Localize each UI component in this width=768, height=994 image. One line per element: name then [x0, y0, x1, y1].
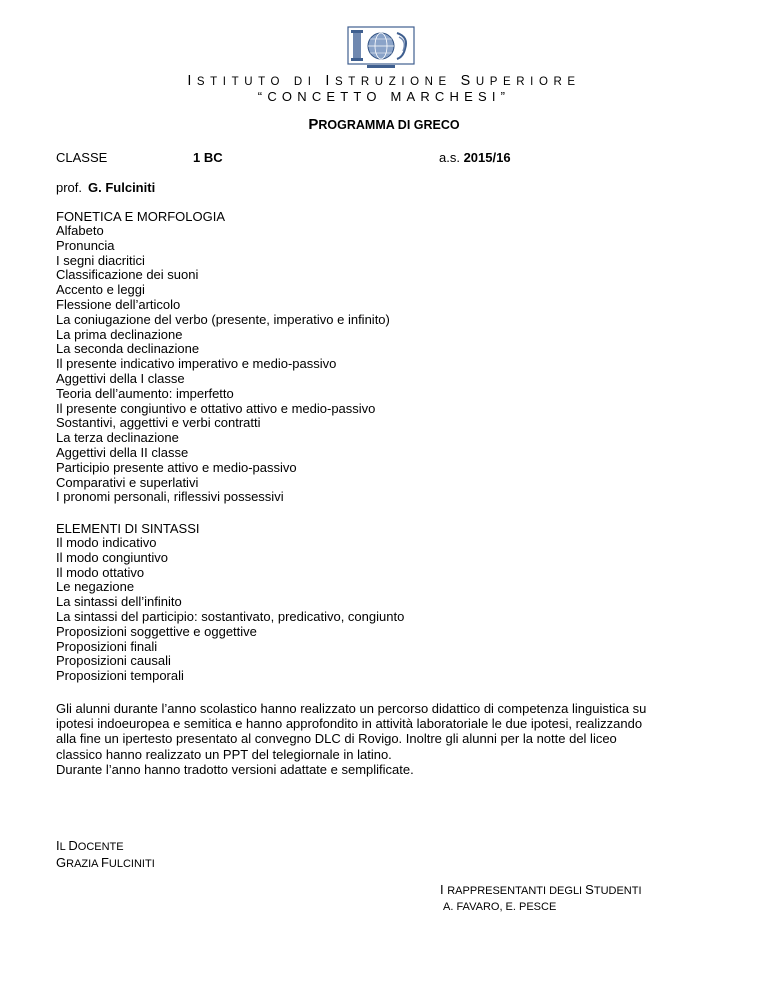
list-item: La coniugazione del verbo (presente, imperativo e infinito)	[56, 311, 390, 327]
section-heading: FONETICA E MORFOLOGIA	[56, 209, 226, 224]
list-item: Comparativi e superlativi	[56, 474, 199, 490]
teacher-signature	[56, 838, 155, 872]
page-title	[0, 116, 768, 133]
role-part: TUDENTI	[593, 885, 642, 897]
list-item: Il modo congiuntivo	[56, 549, 169, 565]
list-item: La seconda declinazione	[56, 341, 200, 357]
role-part: OCENTE	[77, 841, 124, 853]
section-sintassi	[56, 521, 404, 684]
topic-list	[56, 536, 404, 684]
representatives-names: A. FAVARO, E. PESCE	[443, 901, 557, 913]
list-item: Flessione dell’articolo	[56, 296, 181, 312]
institute-word-1: STITUTO DI	[196, 76, 326, 88]
role-part: L	[59, 841, 69, 853]
school-year-value: 2015/16	[463, 150, 511, 165]
paragraph-line: alla fine un ipertesto presentato al convegno DLC di Rovigo. Inoltre gli alunni per la notte del liceo	[56, 731, 617, 747]
list-item: Proposizioni finali	[56, 638, 158, 654]
paragraph-line: classico hanno realizzato un PPT del telegiornale in latino.	[56, 746, 392, 762]
list-item: Alfabeto	[56, 223, 104, 238]
institute-name	[0, 73, 768, 89]
list-item: La prima declinazione	[56, 326, 183, 342]
list-item: Proposizioni soggettive e oggettive	[56, 623, 257, 639]
representatives-role	[440, 882, 642, 899]
list-item: Il presente indicativo imperativo e medio-passivo	[56, 356, 337, 372]
name-part: RAZIA	[66, 858, 101, 870]
paragraph-line: Gli alunni durante l’anno scolastico hanno realizzato un percorso didattico di competenza linguistica su	[56, 701, 647, 716]
role-initial: D	[68, 838, 78, 853]
school-year	[439, 150, 511, 165]
paragraph-line: ipotesi indoeuropea e semitica e hanno approfondito in attività laboratoriale le due ipotesi, realizzando	[56, 716, 643, 732]
section-heading: ELEMENTI DI SINTASSI	[56, 521, 200, 536]
list-item: La sintassi dell’infinito	[56, 594, 182, 610]
list-item: I segni diacritici	[56, 252, 145, 268]
list-item: Sostantivi, aggettivi e verbi contratti	[56, 415, 261, 431]
list-item: La sintassi del participio: sostantivato, predicativo, congiunto	[56, 608, 405, 624]
initial-i2: I	[325, 73, 335, 89]
list-item: Aggettivi della I classe	[56, 370, 185, 386]
name-initial: G	[56, 855, 67, 870]
role-initial: I	[440, 882, 448, 897]
list-item: Pronuncia	[56, 237, 115, 253]
teacher-name	[56, 855, 155, 872]
list-item: Le negazione	[56, 579, 135, 595]
list-item: Il modo ottativo	[56, 564, 145, 580]
list-item: Proposizioni causali	[56, 653, 171, 669]
professor-label: prof.	[56, 180, 83, 195]
title-initial: P	[308, 116, 319, 133]
topic-list	[56, 224, 390, 505]
list-item: Teoria dell’aumento: imperfetto	[56, 385, 234, 401]
list-item: Participio presente attivo e medio-passivo	[56, 459, 297, 475]
initial-i: I	[187, 73, 197, 89]
section-fonetica	[56, 209, 390, 505]
school-emblem-icon	[347, 25, 415, 71]
institute-word-2: STRUZIONE	[334, 76, 461, 88]
list-item: I pronomi personali, riflessivi possessivi	[56, 489, 284, 505]
initial-s: S	[460, 73, 476, 89]
role-initial: S	[585, 882, 594, 897]
student-representatives	[440, 882, 642, 915]
list-item: Accento e leggi	[56, 282, 145, 298]
professor-name: G. Fulciniti	[88, 180, 156, 195]
name-initial: F	[100, 855, 109, 870]
list-item: Proposizioni temporali	[56, 668, 184, 684]
classe-label: CLASSE	[56, 150, 108, 165]
teacher-role	[56, 838, 155, 855]
school-year-label: a.s.	[439, 150, 464, 165]
list-item: La terza declinazione	[56, 430, 179, 446]
institute-word-3: UPERIORE	[475, 76, 581, 88]
school-logo	[347, 25, 415, 71]
description-paragraph	[56, 701, 721, 777]
role-initial: I	[56, 838, 60, 853]
name-part: ULCINITI	[108, 858, 155, 870]
list-item: Il presente congiuntivo e ottativo attivo e medio-passivo	[56, 400, 376, 416]
list-item: Il modo indicativo	[56, 535, 157, 550]
paragraph-line: Durante l’anno hanno tradotto versioni adattate e semplificate.	[56, 761, 414, 777]
list-item: Aggettivi della II classe	[56, 444, 189, 460]
role-part: RAPPRESENTANTI DEGLI	[447, 885, 586, 897]
list-item: Classificazione dei suoni	[56, 267, 199, 283]
professor	[56, 180, 155, 195]
classe-value: 1 BC	[193, 150, 223, 165]
title-rest: ROGRAMMA DI GRECO	[318, 118, 460, 132]
institute-subtitle: “CONCETTO MARCHESI”	[257, 89, 511, 104]
